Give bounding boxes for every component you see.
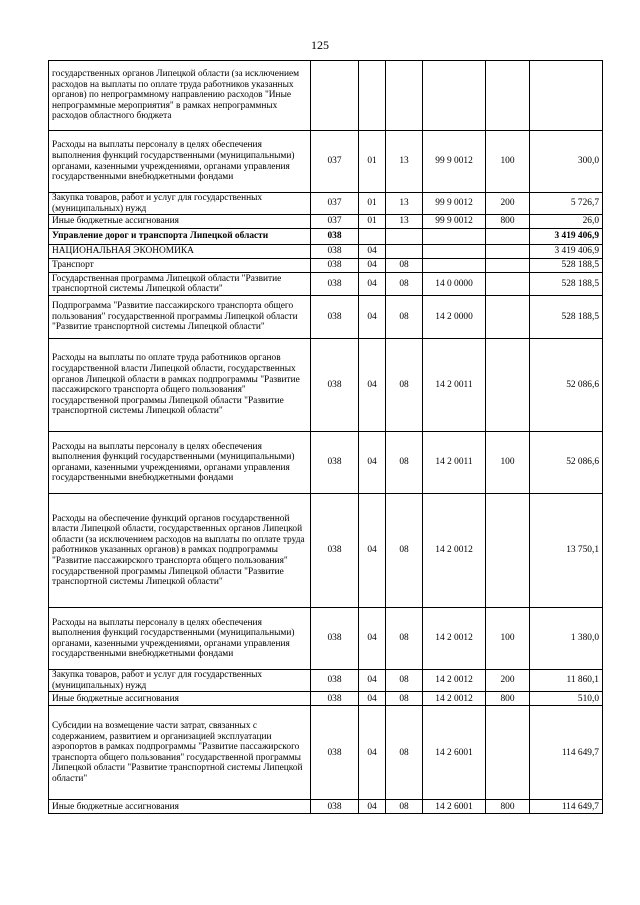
target-item-code: 99 9 0012 [423, 131, 486, 193]
section-code: 04 [359, 339, 386, 432]
section-code: 04 [359, 432, 386, 494]
subsection-code: 08 [386, 273, 423, 296]
target-item-code: 99 9 0012 [423, 193, 486, 215]
dept-code: 038 [311, 259, 359, 273]
page-number: 125 [311, 38, 329, 52]
dept-code: 038 [311, 296, 359, 339]
section-code: 01 [359, 215, 386, 229]
row-name: Закупка товаров, работ и услуг для государственных (муниципальных) нужд [49, 670, 311, 692]
target-item-code: 14 2 0012 [423, 608, 486, 670]
table-row [49, 432, 603, 494]
subsection-code: 08 [386, 494, 423, 608]
amount: 13 750,1 [530, 494, 603, 608]
expense-type-code: 100 [486, 608, 530, 670]
target-item-code [423, 61, 486, 131]
subsection-code: 08 [386, 296, 423, 339]
expense-type-code: 200 [486, 670, 530, 692]
target-item-code: 14 2 0012 [423, 494, 486, 608]
row-name: Расходы на выплаты персоналу в целях обеспечения выполнения функций государственными (муниципальными) органами, казенными учреждениями, органами управления государственными внебюджетными фондами [49, 432, 311, 494]
table-row [49, 296, 603, 339]
table-row [49, 494, 603, 608]
table-row [49, 245, 603, 259]
dept-code: 038 [311, 692, 359, 706]
table-row [49, 193, 603, 215]
table-row [49, 61, 603, 131]
amount: 300,0 [530, 131, 603, 193]
dept-code: 037 [311, 131, 359, 193]
expense-type-code [486, 229, 530, 245]
table-row [49, 229, 603, 245]
section-code: 04 [359, 494, 386, 608]
table-row [49, 800, 603, 814]
subsection-code [386, 245, 423, 259]
dept-code: 038 [311, 800, 359, 814]
expense-type-code [486, 296, 530, 339]
section-code: 04 [359, 692, 386, 706]
expense-type-code [486, 706, 530, 800]
dept-code: 038 [311, 670, 359, 692]
target-item-code: 14 0 0000 [423, 273, 486, 296]
row-name: Иные бюджетные ассигнования [49, 215, 311, 229]
subsection-code: 08 [386, 432, 423, 494]
expense-type-code [486, 494, 530, 608]
target-item-code: 14 2 6001 [423, 706, 486, 800]
amount: 510,0 [530, 692, 603, 706]
table-row [49, 259, 603, 273]
target-item-code: 14 2 0000 [423, 296, 486, 339]
amount: 114 649,7 [530, 706, 603, 800]
subsection-code: 08 [386, 339, 423, 432]
row-name: Управление дорог и транспорта Липецкой области [49, 229, 311, 245]
amount: 11 860,1 [530, 670, 603, 692]
row-name: Расходы на выплаты персоналу в целях обеспечения выполнения функций государственными (муниципальными) органами, казенными учреждениями, органами управления государственными внебюджетными фондами [49, 608, 311, 670]
target-item-code [423, 259, 486, 273]
expense-type-code [486, 61, 530, 131]
dept-code [311, 61, 359, 131]
amount: 114 649,7 [530, 800, 603, 814]
subsection-code: 08 [386, 800, 423, 814]
table-row [49, 339, 603, 432]
row-name: Закупка товаров, работ и услуг для государственных (муниципальных) нужд [49, 193, 311, 215]
expense-type-code [486, 245, 530, 259]
target-item-code: 14 2 0012 [423, 670, 486, 692]
table-row [49, 608, 603, 670]
subsection-code: 13 [386, 131, 423, 193]
row-name: Расходы на выплаты персоналу в целях обеспечения выполнения функций государственными (муниципальными) органами, казенными учреждениями, органами управления государственными внебюджетными фондами [49, 131, 311, 193]
subsection-code: 08 [386, 259, 423, 273]
expense-type-code [486, 339, 530, 432]
dept-code: 038 [311, 608, 359, 670]
dept-code: 038 [311, 706, 359, 800]
section-code: 04 [359, 608, 386, 670]
dept-code: 038 [311, 273, 359, 296]
amount: 3 419 406,9 [530, 245, 603, 259]
dept-code: 037 [311, 193, 359, 215]
table-row [49, 706, 603, 800]
budget-table [48, 60, 603, 814]
subsection-code: 13 [386, 215, 423, 229]
target-item-code: 14 2 0012 [423, 692, 486, 706]
target-item-code [423, 229, 486, 245]
dept-code: 038 [311, 432, 359, 494]
subsection-code: 08 [386, 608, 423, 670]
amount: 1 380,0 [530, 608, 603, 670]
subsection-code: 08 [386, 670, 423, 692]
dept-code: 038 [311, 245, 359, 259]
target-item-code: 14 2 0011 [423, 432, 486, 494]
table-row [49, 692, 603, 706]
expense-type-code: 100 [486, 432, 530, 494]
row-name: Иные бюджетные ассигнования [49, 692, 311, 706]
amount: 5 726,7 [530, 193, 603, 215]
subsection-code: 13 [386, 193, 423, 215]
target-item-code: 14 2 0011 [423, 339, 486, 432]
section-code: 04 [359, 259, 386, 273]
section-code [359, 229, 386, 245]
dept-code: 037 [311, 215, 359, 229]
row-name: Расходы на выплаты по оплате труда работников органов государственной власти Липецкой области, государственных органов Липецкой области в рамках подпрограммы "Развитие пассажирского транспорта общего пользования" государственной программы Липецкой области "Развитие транспортной системы Липецкой области" [49, 339, 311, 432]
row-name: Субсидии на возмещение части затрат, связанных с содержанием, развитием и организацией эксплуатации аэропортов в рамках подпрограммы "Развитие пассажирского транспорта общего пользования" государственной программы Липецкой области "Развитие транспортной системы Липецкой области" [49, 706, 311, 800]
expense-type-code: 100 [486, 131, 530, 193]
table-row [49, 215, 603, 229]
subsection-code: 08 [386, 706, 423, 800]
section-code: 04 [359, 670, 386, 692]
table-row [49, 131, 603, 193]
section-code: 04 [359, 296, 386, 339]
target-item-code: 99 9 0012 [423, 215, 486, 229]
expense-type-code: 800 [486, 692, 530, 706]
amount: 528 188,5 [530, 259, 603, 273]
row-name: НАЦИОНАЛЬНАЯ ЭКОНОМИКА [49, 245, 311, 259]
dept-code: 038 [311, 229, 359, 245]
subsection-code: 08 [386, 692, 423, 706]
section-code: 04 [359, 273, 386, 296]
target-item-code: 14 2 6001 [423, 800, 486, 814]
dept-code: 038 [311, 339, 359, 432]
amount: 528 188,5 [530, 273, 603, 296]
section-code: 01 [359, 193, 386, 215]
row-name: Расходы на обеспечение функций органов государственной власти Липецкой области, государственных органов Липецкой области (за исключением расходов на выплаты по оплате труда работников указанных органов) в рамках подпрограммы "Развитие пассажирского транспорта общего пользования" государственной программы Липецкой области "Развитие транспортной системы Липецкой области" [49, 494, 311, 608]
expense-type-code: 200 [486, 193, 530, 215]
amount: 52 086,6 [530, 432, 603, 494]
subsection-code [386, 61, 423, 131]
section-code: 04 [359, 245, 386, 259]
section-code [359, 61, 386, 131]
expense-type-code [486, 259, 530, 273]
table-row [49, 670, 603, 692]
section-code: 01 [359, 131, 386, 193]
amount: 3 419 406,9 [530, 229, 603, 245]
table-row [49, 273, 603, 296]
expense-type-code [486, 273, 530, 296]
subsection-code [386, 229, 423, 245]
dept-code: 038 [311, 494, 359, 608]
row-name: Иные бюджетные ассигнования [49, 800, 311, 814]
expense-type-code: 800 [486, 800, 530, 814]
section-code: 04 [359, 706, 386, 800]
row-name: Транспорт [49, 259, 311, 273]
row-name: государственных органов Липецкой области (за исключением расходов на выплаты по оплате труда работников указанных органов) по непрограммному направлению расходов "Иные непрограммные мероприятия" в рамках непрограммных расходов областного бюджета [49, 61, 311, 131]
amount [530, 61, 603, 131]
target-item-code [423, 245, 486, 259]
expense-type-code: 800 [486, 215, 530, 229]
amount: 528 188,5 [530, 296, 603, 339]
amount: 52 086,6 [530, 339, 603, 432]
row-name: Подпрограмма "Развитие пассажирского транспорта общего пользования" государственной программы Липецкой области "Развитие транспортной системы Липецкой области" [49, 296, 311, 339]
row-name: Государственная программа Липецкой области "Развитие транспортной системы Липецкой области" [49, 273, 311, 296]
amount: 26,0 [530, 215, 603, 229]
table-body [49, 61, 603, 814]
section-code: 04 [359, 800, 386, 814]
